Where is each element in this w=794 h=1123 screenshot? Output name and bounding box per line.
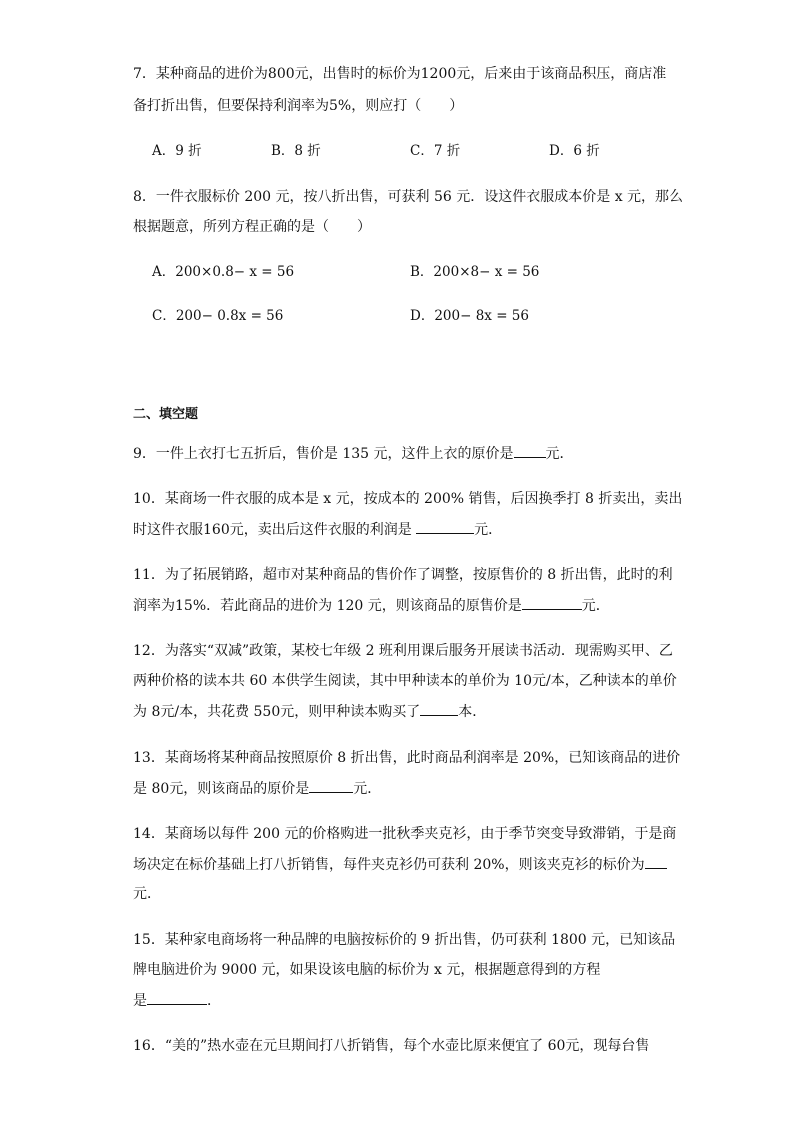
q9-text	[133, 443, 673, 464]
q8-option-b[interactable]: B．200×8− x = 56	[410, 264, 540, 280]
q13-answer-blank[interactable]	[309, 778, 353, 793]
q7-option-b[interactable]: B．8 折	[271, 143, 321, 159]
q9-text-pre: 9．一件上衣打七五折后，售价是 135 元，这件上衣的原价是	[133, 446, 514, 462]
q7-text-line2: 备打折出售，但要保持利润率为5%，则应打（ ）	[133, 98, 464, 114]
q14-text-pre: 场决定在标价基础上打八折销售，每件夹克衫仍可获利 20%，则该夹克衫的标价为	[133, 857, 645, 873]
q12-text-line3	[133, 701, 673, 722]
q12-text-line2: 两种价格的读本共 60 本供学生阅读，其中甲种读本的单价为 10元/本，乙种读本的单价	[133, 673, 677, 689]
q15-text-line3	[133, 990, 673, 1011]
q14-answer-blank[interactable]	[645, 854, 667, 869]
section-title: 二、填空题	[133, 407, 199, 422]
q16-text-line1: 16．“美的”热水壶在元旦期间打八折销售，每个水壶比原来便宜了 60元，现每台售	[133, 1038, 650, 1054]
q11-text-post: 元．	[581, 598, 610, 614]
q11-answer-blank[interactable]	[522, 595, 582, 610]
q10-answer-blank[interactable]	[416, 519, 474, 534]
q14-text-line1: 14．某商场以每件 200 元的价格购进一批秋季夹克衫，由于季节突变导致滞销，于是商	[133, 826, 677, 842]
q12-answer-blank[interactable]	[420, 701, 458, 716]
q12-text-pre: 为 8元/本，共花费 550元，则甲种读本购买了	[133, 704, 421, 720]
q15-text-pre: 是	[133, 993, 147, 1009]
q13-text-pre: 是 80元，则该商品的原价是	[133, 781, 310, 797]
q15-text-post: ．	[207, 993, 221, 1009]
q15-answer-blank[interactable]	[147, 990, 207, 1005]
q10-text-line2	[133, 519, 673, 540]
q7-option-c[interactable]: C．7 折	[410, 143, 461, 159]
q8-option-c[interactable]: C．200− 0.8x = 56	[152, 308, 284, 324]
q8-text-line1: 8．一件衣服标价 200 元，按八折出售，可获利 56 元．设这件衣服成本价是 x 元，那么	[133, 189, 684, 205]
q13-text-line1: 13．某商场将某种商品按照原价 8 折出售，此时商品利润率是 20%，已知该商品的进价	[133, 750, 681, 766]
q15-text-line2: 牌电脑进价为 9000 元，如果设该电脑的标价为 x 元，根据题意得到的方程	[133, 962, 601, 978]
q11-text-pre: 润率为15%．若此商品的进价为 120 元，则该商品的原售价是	[133, 598, 522, 614]
q10-text-pre: 时这件衣服160元，卖出后这件衣服的利润是	[133, 522, 417, 538]
q9-answer-blank[interactable]	[514, 443, 546, 458]
q7-option-a[interactable]: A．9 折	[152, 143, 202, 159]
q8-option-a[interactable]: A．200×0.8− x = 56	[152, 264, 295, 280]
q8-text-line2: 根据题意，所列方程正确的是（ ）	[133, 219, 371, 235]
q14-text-line3: 元．	[133, 886, 161, 902]
q13-text-post: 元．	[353, 781, 382, 797]
q11-text-line1: 11．为了拓展销路，超市对某种商品的售价作了调整，按原售价的 8 折出售，此时的利	[133, 567, 673, 583]
q13-text-line2	[133, 778, 673, 799]
q10-text-post: 元．	[474, 522, 503, 538]
q15-text-line1: 15．某种家电商场将一种品牌的电脑按标价的 9 折出售，仍可获利 1800 元，已知该品	[133, 932, 676, 948]
q8-option-d[interactable]: D．200− 8x = 56	[410, 308, 529, 324]
q7-option-d[interactable]: D．6 折	[549, 143, 600, 159]
q11-text-line2	[133, 595, 673, 616]
q7-text-line1: 7．某种商品的进价为800元，出售时的标价为1200元，后来由于该商品积压，商店准	[133, 66, 667, 82]
q12-text-post: 本．	[458, 704, 487, 720]
q14-text-line2	[133, 854, 673, 875]
q10-text-line1: 10．某商场一件衣服的成本是 x 元，按成本的 200% 销售，后因换季打 8 折卖出，卖出	[133, 491, 683, 507]
q9-text-post: 元．	[545, 446, 574, 462]
q12-text-line1: 12．为落实“双减”政策，某校七年级 2 班利用课后服务开展读书活动．现需购买甲、乙	[133, 643, 673, 659]
